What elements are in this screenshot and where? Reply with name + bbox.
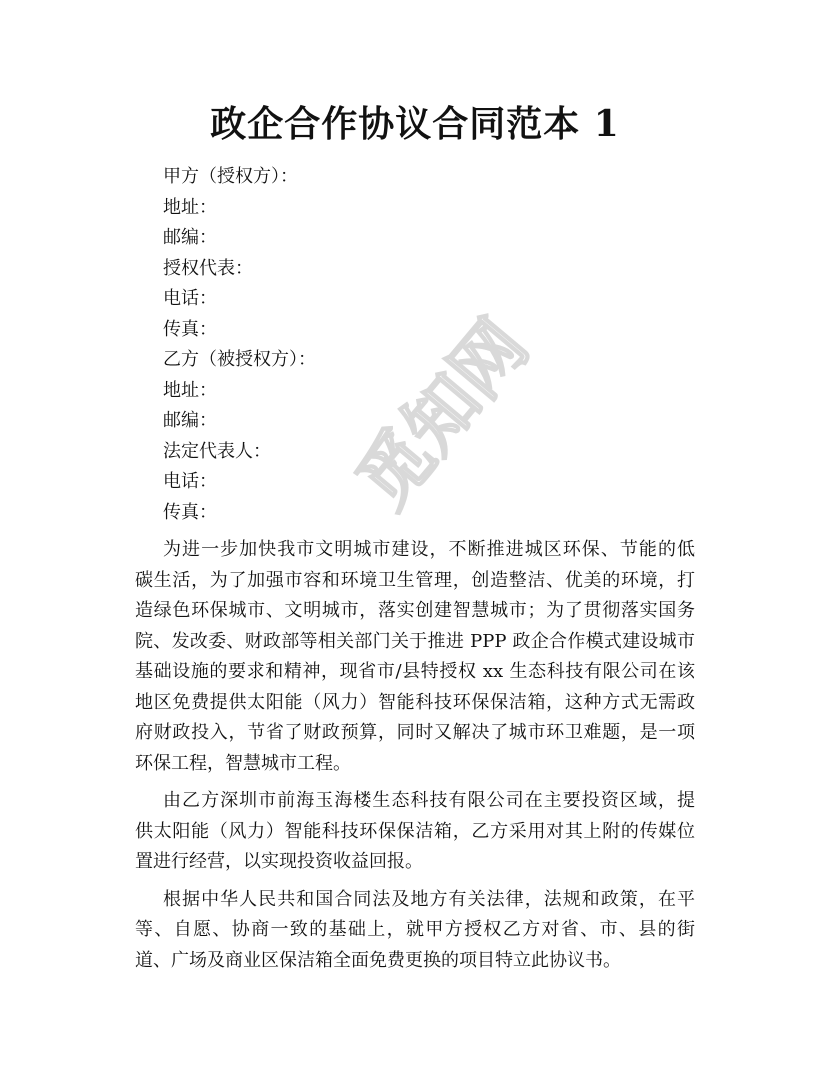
field-party-a-address: 地址： bbox=[163, 196, 217, 218]
text-line: 供太阳能（风力）智能科技环保保洁箱，乙方采用对其上附的传媒位 bbox=[135, 820, 695, 842]
paragraph-legal-basis bbox=[135, 885, 695, 977]
body-text bbox=[135, 535, 695, 983]
text-line: 府财政投入，节省了财政预算，同时又解决了城市环卫难题，是一项 bbox=[135, 722, 695, 743]
field-party-a-phone: 电话： bbox=[163, 288, 217, 309]
field-party-b-phone: 电话： bbox=[163, 471, 217, 492]
text-line: 道、广场及商业区保洁箱全面免费更换的项目特立此协议书。 bbox=[135, 949, 621, 971]
text-line: 院、发改委、财政部等相关部门关于推进 PPP 政企合作模式建设城市 bbox=[135, 630, 695, 652]
text-line: 由乙方深圳市前海玉海楼生态科技有限公司在主要投资区域，提 bbox=[163, 790, 695, 811]
field-party-b-address: 地址： bbox=[163, 379, 217, 401]
field-party-b-fax: 传真： bbox=[163, 501, 217, 523]
watermark-text: 觅知网 bbox=[340, 303, 544, 524]
party-fields bbox=[163, 162, 316, 528]
text-line: 碳生活，为了加强市容和环境卫生管理，创造整洁、优美的环境，打 bbox=[135, 569, 695, 591]
text-line: 等、自愿、协商一致的基础上，就甲方授权乙方对省、市、县的街 bbox=[135, 919, 695, 940]
text-line: 置进行经营，以实现投资收益回报。 bbox=[135, 851, 423, 872]
text-line: 造绿色环保城市、文明城市，落实创建智慧城市；为了贯彻落实国务 bbox=[135, 600, 695, 621]
field-party-a-representative: 授权代表： bbox=[163, 257, 253, 279]
field-party-b-postcode: 邮编： bbox=[163, 410, 217, 431]
watermark-graphic bbox=[300, 270, 600, 570]
paragraph-investment bbox=[135, 786, 695, 878]
field-party-b: 乙方（被授权方）： bbox=[163, 349, 316, 370]
text-line: 基础设施的要求和精神，现省市/县特授权 xx 生态科技有限公司在该 bbox=[135, 661, 695, 682]
paragraph-purpose bbox=[135, 535, 695, 779]
text-line: 根据中华人民共和国合同法及地方有关法律，法规和政策，在平 bbox=[163, 888, 695, 910]
text-line: 地区免费提供太阳能（风力）智能科技环保保洁箱，这种方式无需政 bbox=[135, 691, 695, 713]
field-party-a-fax: 传真： bbox=[163, 318, 217, 340]
field-party-a: 甲方（授权方）： bbox=[163, 166, 298, 187]
watermark bbox=[300, 270, 600, 570]
text-line: 环保工程，智慧城市工程。 bbox=[135, 752, 351, 774]
field-party-a-postcode: 邮编： bbox=[163, 227, 217, 248]
field-party-b-legal-rep: 法定代表人： bbox=[163, 440, 271, 462]
text-line: 为进一步加快我市文明城市建设，不断推进城区环保、节能的低 bbox=[163, 539, 695, 560]
document-title: 政企合作协议合同范本 1 bbox=[210, 103, 620, 145]
